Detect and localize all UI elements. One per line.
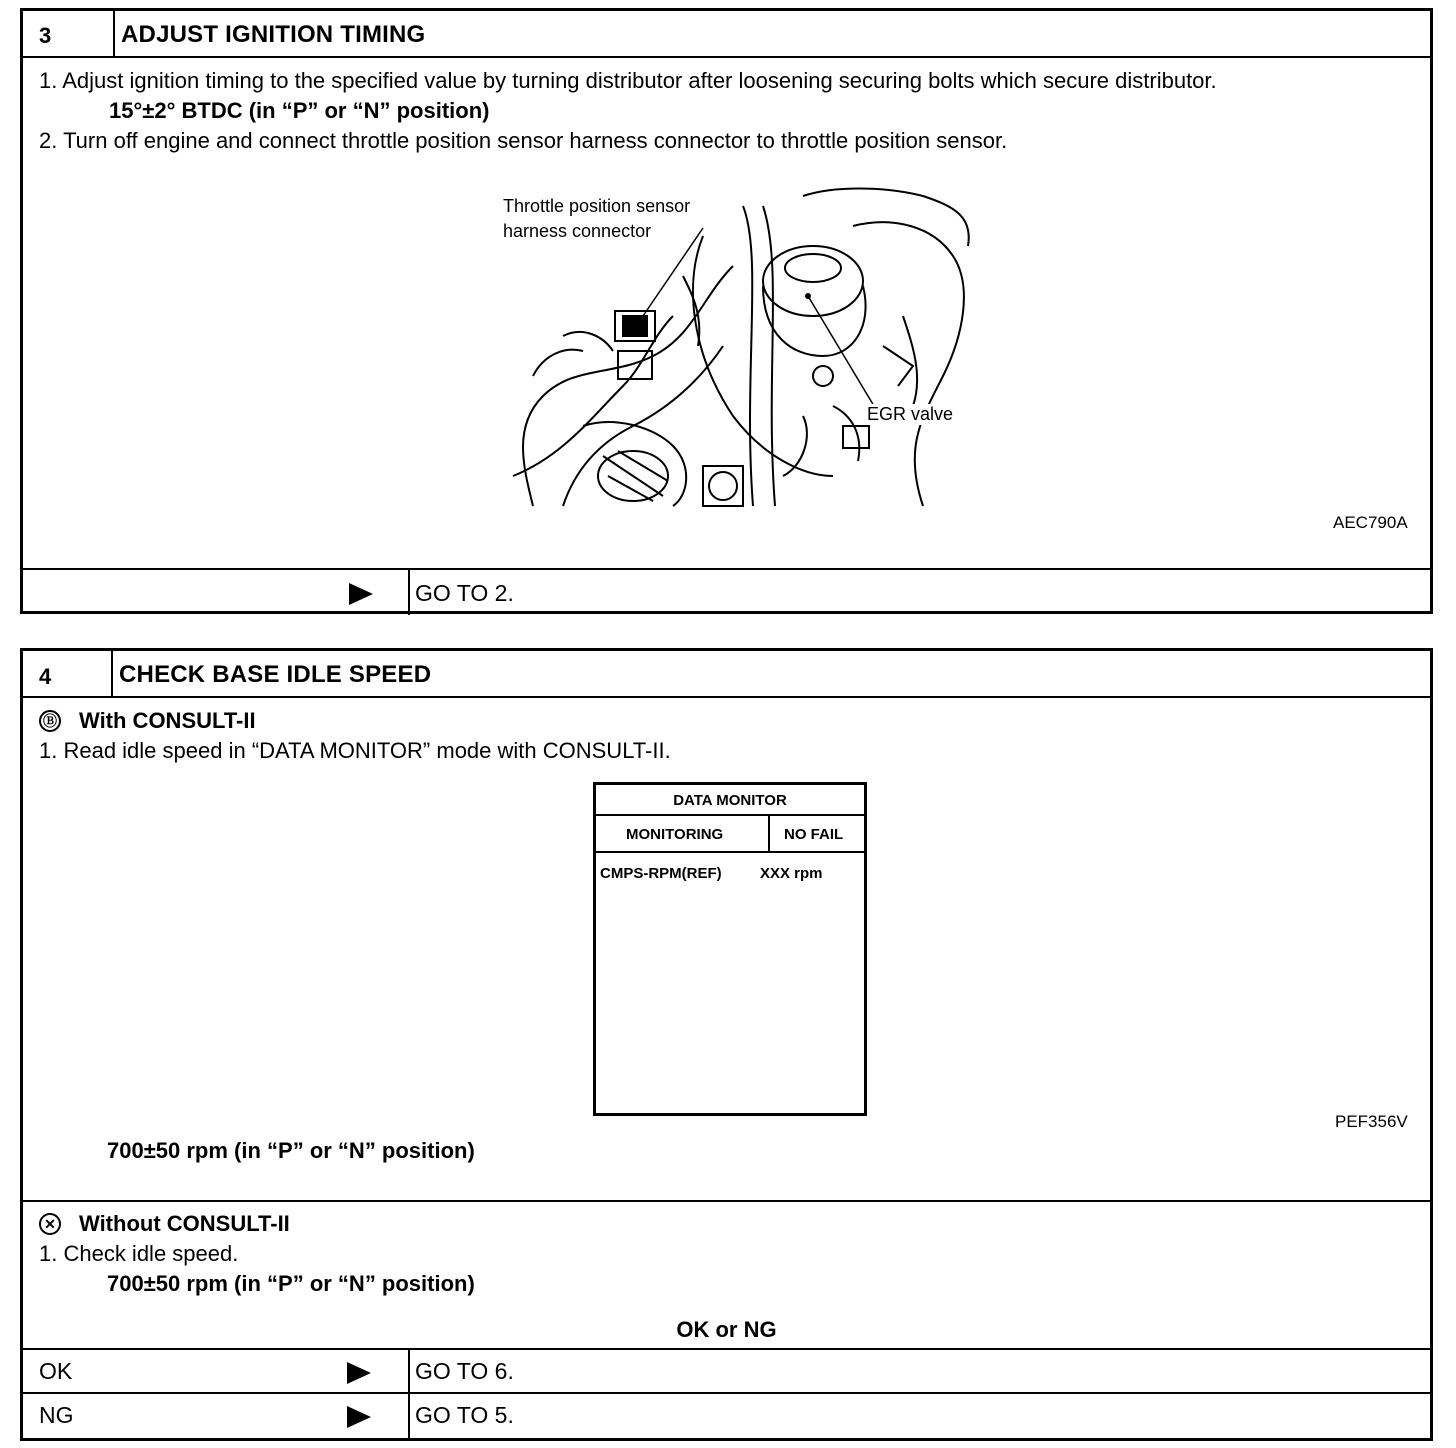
consult-ii-with-icon (39, 710, 61, 732)
data-monitor-item-value: XXX rpm (760, 865, 823, 882)
consult-ii-with-symbol: Ⓑ (43, 713, 57, 729)
step-3-title: ADJUST IGNITION TIMING (121, 21, 426, 48)
ng-goto-link[interactable]: GO TO 5. (415, 1402, 514, 1428)
ok-goto-link[interactable]: GO TO 6. (415, 1358, 514, 1384)
step-4-title: CHECK BASE IDLE SPEED (119, 661, 432, 688)
step-3-footer-divider (23, 568, 1430, 570)
data-monitor-title-divider (596, 814, 864, 816)
step-3-box (20, 8, 1433, 614)
step-3-goto-divider (408, 568, 410, 615)
result-rows-divider (408, 1348, 410, 1438)
data-monitor-col-divider (768, 814, 770, 851)
figure-label-egr-valve: EGR valve (867, 404, 954, 424)
ng-row-top-divider (23, 1392, 1430, 1394)
step-3-spec: 15°±2° BTDC (in “P” or “N” position) (109, 98, 490, 123)
step-3-number-divider (113, 11, 115, 57)
ok-arrow-icon (347, 1362, 371, 1384)
ok-row-top-divider (23, 1348, 1430, 1350)
figure-code-aec790a: AEC790A (1333, 513, 1408, 532)
without-consult-spec: 700±50 rpm (in “P” or “N” position) (107, 1271, 475, 1296)
no-symbol-glyph: ✕ (44, 1216, 56, 1232)
with-consult-heading: With CONSULT-II (79, 708, 256, 733)
without-consult-instruction-1: 1. Check idle speed. (39, 1241, 239, 1266)
goto-arrow-icon (349, 583, 373, 605)
data-monitor-title: DATA MONITOR (673, 792, 787, 809)
step-4-number: 4 (39, 664, 52, 689)
figure-code-pef356v: PEF356V (1335, 1112, 1408, 1131)
step-4-box (20, 648, 1433, 1441)
step-3-header-divider (23, 56, 1430, 58)
data-monitor-col-no-fail: NO FAIL (784, 826, 844, 843)
step-3-instruction-1: 1. Adjust ignition timing to the specified value by turning distributor after loosening securing bolts which secure distributor. (39, 68, 1217, 93)
ok-label: OK (39, 1358, 73, 1384)
consult-ii-without-icon (39, 1213, 61, 1235)
with-consult-spec: 700±50 rpm (in “P” or “N” position) (107, 1138, 475, 1163)
ng-arrow-icon (347, 1406, 371, 1428)
data-monitor-screen (593, 782, 867, 1116)
step-4-header-divider (23, 696, 1430, 698)
without-consult-heading: Without CONSULT-II (79, 1211, 290, 1236)
ok-or-ng-prompt: OK or NG (676, 1317, 777, 1342)
with-without-divider (23, 1200, 1430, 1202)
figure-label-sensor-line1: Throttle position sensor (503, 196, 691, 216)
data-monitor-header-divider (596, 851, 864, 853)
with-consult-instruction-1: 1. Read idle speed in “DATA MONITOR” mode with CONSULT-II. (39, 738, 671, 763)
step-3-goto-link[interactable]: GO TO 2. (415, 580, 514, 606)
ng-label: NG (39, 1402, 74, 1428)
step-3-instruction-2: 2. Turn off engine and connect throttle position sensor harness connector to throttle position sensor. (39, 128, 1008, 153)
data-monitor-item-cmps-rpm: CMPS-RPM(REF) (600, 865, 722, 882)
data-monitor-col-monitoring: MONITORING (626, 826, 724, 843)
figure-label-sensor-line2: harness connector (503, 221, 652, 241)
step-4-number-divider (111, 651, 113, 697)
step-3-number: 3 (39, 23, 52, 48)
